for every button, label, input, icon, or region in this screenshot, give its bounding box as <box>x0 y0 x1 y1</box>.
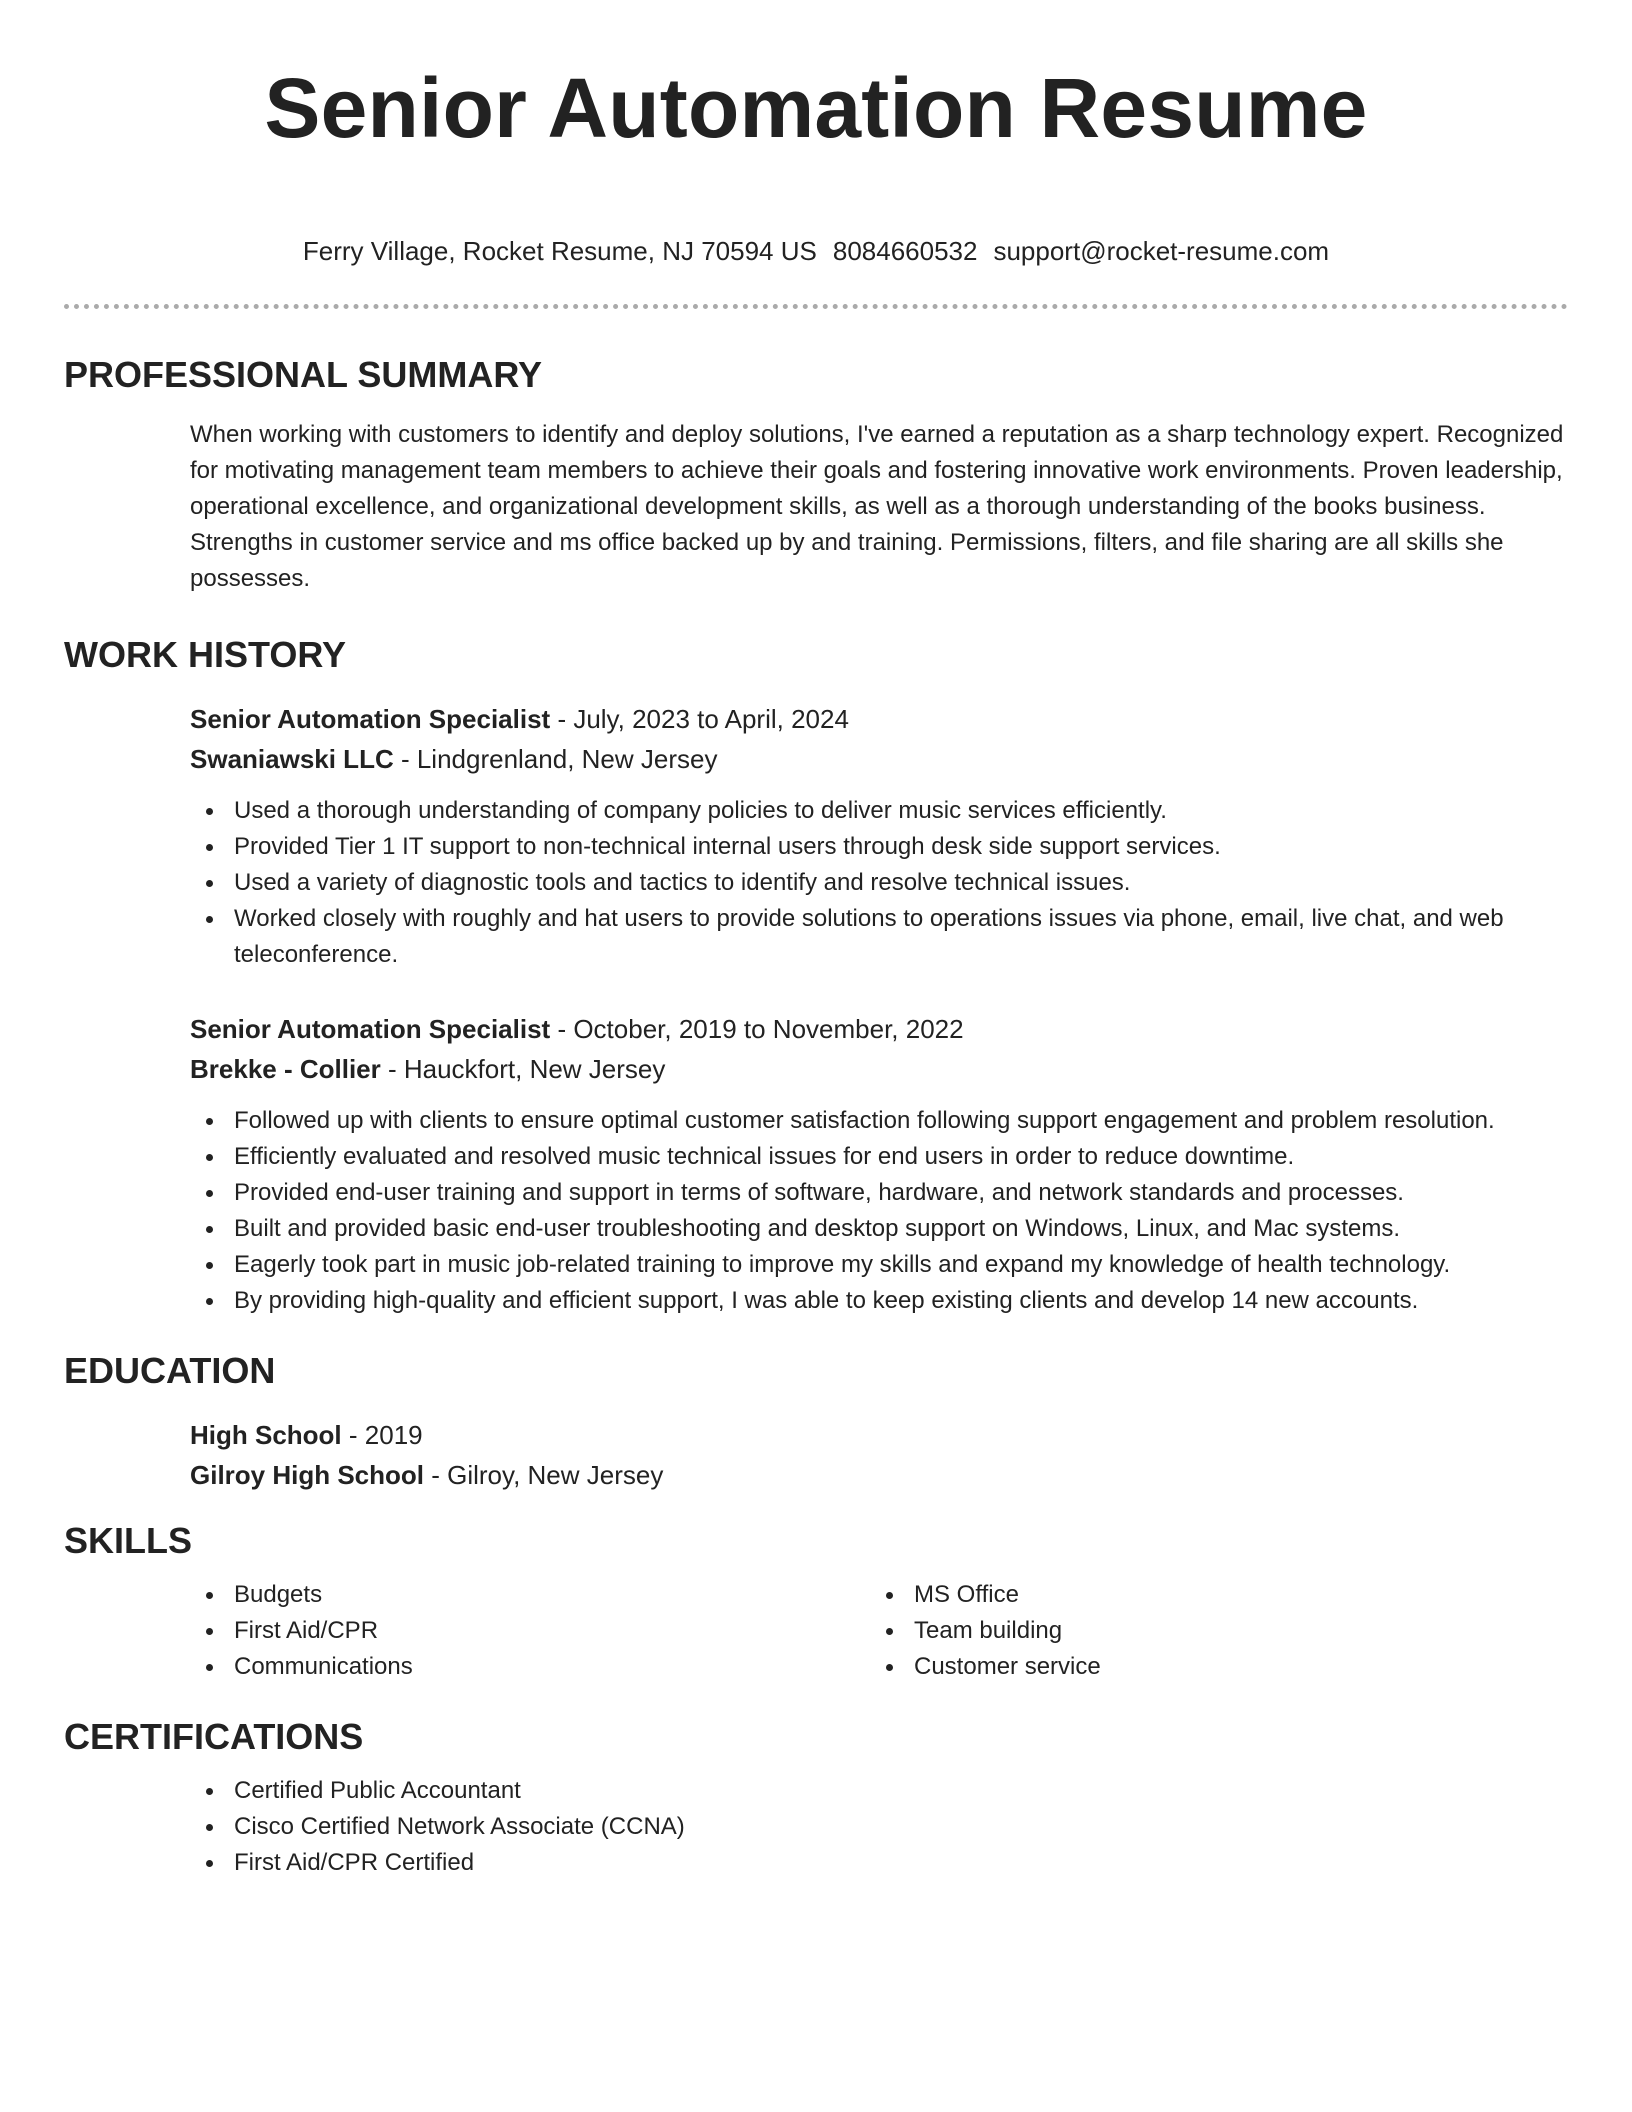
job-bullet: By providing high-quality and efficient support, I was able to keep existing clients and develop 14 new accounts. <box>234 1283 1568 1319</box>
job-location: - Lindgrenland, New Jersey <box>393 744 718 774</box>
education-school: Gilroy High School <box>190 1460 425 1490</box>
section-heading-summary: PROFESSIONAL SUMMARY <box>64 354 543 395</box>
section-heading-skills: SKILLS <box>64 1520 193 1561</box>
skills-body <box>64 1577 1568 1685</box>
education-school-line <box>190 1455 1568 1495</box>
job-company-line <box>190 1049 1568 1089</box>
section-heading-education: EDUCATION <box>64 1350 276 1391</box>
skills-list-right <box>870 1577 1101 1685</box>
skill-item: First Aid/CPR <box>234 1613 870 1649</box>
skill-item: Team building <box>914 1613 1101 1649</box>
job-bullet: Eagerly took part in music job-related training to improve my skills and expand my knowledge of health technology. <box>234 1247 1568 1283</box>
skill-item: MS Office <box>914 1577 1101 1613</box>
job-title-line <box>190 699 1568 739</box>
education-degree-line <box>190 1415 1568 1455</box>
certification-item: Certified Public Accountant <box>234 1773 1568 1809</box>
job-bullet-list <box>190 1103 1568 1319</box>
job-title-line <box>190 1009 1568 1049</box>
contact-address: Ferry Village, Rocket Resume, NJ 70594 US <box>302 236 817 266</box>
job-title: Senior Automation Specialist <box>190 704 551 734</box>
job-dates: - July, 2023 to April, 2024 <box>550 704 849 734</box>
certifications-list <box>190 1773 1568 1881</box>
job-entry <box>190 1009 1568 1319</box>
header-divider <box>64 304 1568 309</box>
job-bullet-list <box>190 793 1568 973</box>
job-bullet: Provided end-user training and support in terms of software, hardware, and network standards and processes. <box>234 1175 1568 1211</box>
job-bullet: Used a variety of diagnostic tools and tactics to identify and resolve technical issues. <box>234 865 1568 901</box>
job-title: Senior Automation Specialist <box>190 1014 551 1044</box>
resume-title: Senior Automation Resume <box>264 61 1368 155</box>
education-year: - 2019 <box>341 1420 423 1450</box>
job-location: - Hauckfort, New Jersey <box>380 1054 666 1084</box>
certification-item: Cisco Certified Network Associate (CCNA) <box>234 1809 1568 1845</box>
certification-item: First Aid/CPR Certified <box>234 1845 1568 1881</box>
skill-item: Communications <box>234 1649 870 1685</box>
contact-phone: 8084660532 <box>832 236 978 266</box>
work-history-body <box>64 699 1568 1319</box>
job-company-line <box>190 739 1568 779</box>
section-heading-work-history: WORK HISTORY <box>64 634 347 675</box>
job-bullet: Built and provided basic end-user troubleshooting and desktop support on Windows, Linux, and Mac systems. <box>234 1211 1568 1247</box>
education-location: - Gilroy, New Jersey <box>424 1460 664 1490</box>
job-company: Brekke - Collier <box>190 1054 381 1084</box>
skill-item: Customer service <box>914 1649 1101 1685</box>
job-bullet: Followed up with clients to ensure optimal customer satisfaction following support engagement and problem resolution. <box>234 1103 1568 1139</box>
skills-list-left <box>190 1577 870 1685</box>
contact-email: support@rocket-resume.com <box>993 236 1330 266</box>
skill-item: Budgets <box>234 1577 870 1613</box>
summary-text: When working with customers to identify and deploy solutions, I've earned a reputation as a sharp technology expert. Recognized for motivating management team members to achieve their goals and fostering innovative work environments. Proven leadership, operational excellence, and organizational development skills, as well as a thorough understanding of the books business. Strengths in customer service and ms office backed up by and training. Permissions, filters, and file sharing are all skills she possesses. <box>190 421 1564 592</box>
job-dates: - October, 2019 to November, 2022 <box>550 1014 964 1044</box>
job-bullet: Provided Tier 1 IT support to non-technical internal users through desk side support services. <box>234 829 1568 865</box>
education-body <box>64 1415 1568 1495</box>
section-heading-certifications: CERTIFICATIONS <box>64 1716 364 1757</box>
contact-line <box>64 234 1568 268</box>
job-bullet: Efficiently evaluated and resolved music technical issues for end users in order to reduce downtime. <box>234 1139 1568 1175</box>
certifications-body <box>64 1773 1568 1881</box>
job-bullet: Worked closely with roughly and hat users to provide solutions to operations issues via phone, email, live chat, and web teleconference. <box>234 901 1568 973</box>
education-degree: High School <box>190 1420 342 1450</box>
job-bullet: Used a thorough understanding of company policies to deliver music services efficiently. <box>234 793 1568 829</box>
job-entry <box>190 699 1568 973</box>
job-company: Swaniawski LLC <box>190 744 394 774</box>
